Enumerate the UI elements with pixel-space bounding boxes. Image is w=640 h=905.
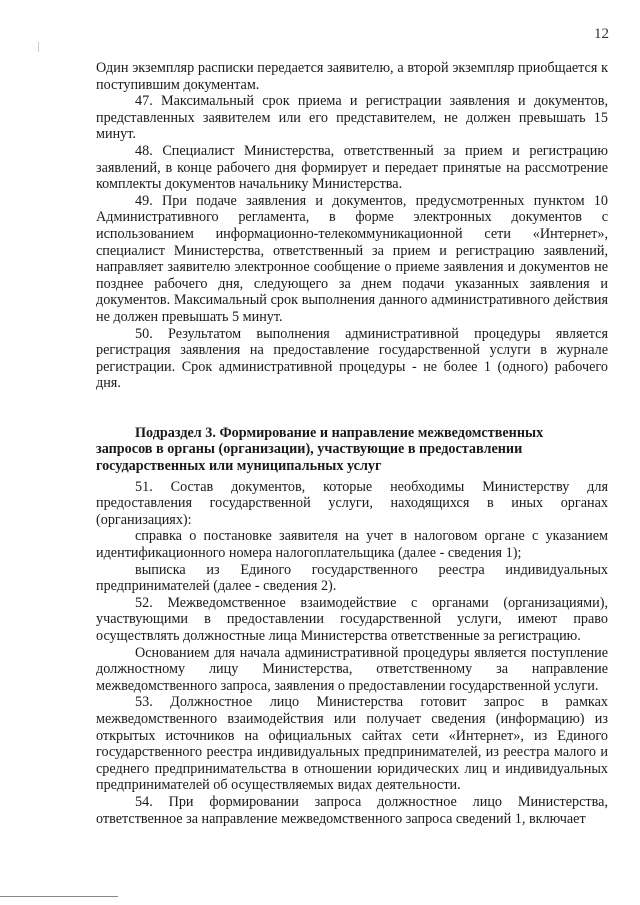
paragraph-48: 48. Специалист Министерства, ответственный за прием и регистрацию заявлений, в конце рабочего дня формирует и передает принятые на рассмотрение комплекты документов начальнику Министерства. [96, 142, 608, 193]
paragraph-52: 52. Межведомственное взаимодействие с органами (организациями), участвующими в предоставлении государственной услуги, имеют право осуществлять должностные лица Министерства ответственные за регистрацию. [96, 594, 608, 644]
document-body [96, 60, 608, 827]
paragraph-53: 53. Должностное лицо Министерства готовит запрос в рамках межведомственного взаимодействия или получает сведения (информацию) из открытых источников на официальных сайтах сети «Интернет», из Единого государственного реестра индивидуальных предпринимателей, из реестра малого и среднего предпринимательства в отношении юридических лиц и индивидуальных предпринимателей об осуществляемых видах деятельности. [96, 694, 608, 794]
list-item: справка о постановке заявителя на учет в налоговом органе с указанием идентификационного номера налогоплательщика (далее - сведения 1); [96, 528, 608, 562]
margin-mark [38, 42, 39, 52]
paragraph: Один экземпляр расписки передается заявителю, а второй экземпляр приобщается к поступившим документам. [96, 60, 608, 93]
section-heading-line: запросов в органы (организации), участвующие в предоставлении [96, 441, 523, 458]
paragraph-51: 51. Состав документов, которые необходимы Министерству для предоставления государственной услуги, находящихся в иных органах (организациях): [96, 478, 608, 528]
paragraph-50: 50. Результатом выполнения административной процедуры является регистрация заявления на предоставление государственной услуги в журнале регистрации. Срок административной процедуры - не более 1 (одного) рабочего дня. [96, 325, 608, 392]
paragraph-47: 47. Максимальный срок приема и регистрации заявления и документов, представленных заявителем или его представителем, не должен превышать 15 минут. [96, 93, 608, 143]
list-item: выписка из Единого государственного реестра индивидуальных предпринимателей (далее - сведения 2). [96, 561, 608, 595]
section-heading-line: Подраздел 3. Формирование и направление межведомственных [135, 424, 544, 441]
paragraph-49: 49. При подаче заявления и документов, предусмотренных пунктом 10 Административного регламента, в форме электронных документов с использованием информационно-телекоммуникационной сети «Интернет», специалист Министерства, ответственный за прием и регистрацию заявлений, направляет заявителю электронное сообщение о приеме заявления и документов не позднее рабочего дня, следующего за днем подачи указанных заявления и документов. Максимальный срок выполнения данного административного действия не должен превышать 5 минут. [96, 192, 608, 325]
footer-rule [0, 896, 118, 897]
page-number: 12 [594, 26, 609, 42]
section-heading [96, 425, 608, 475]
section-heading-line: государственных или муниципальных услуг [96, 458, 382, 475]
paragraph: Основанием для начала административной процедуры является поступление должностному лицу Министерства, ответственному за направление межведомственного запроса, заявления о предоставлении государственной услуги. [96, 644, 608, 694]
paragraph-54: 54. При формировании запроса должностное лицо Министерства, ответственное за направление межведомственного запроса сведений 1, включает [96, 793, 608, 827]
